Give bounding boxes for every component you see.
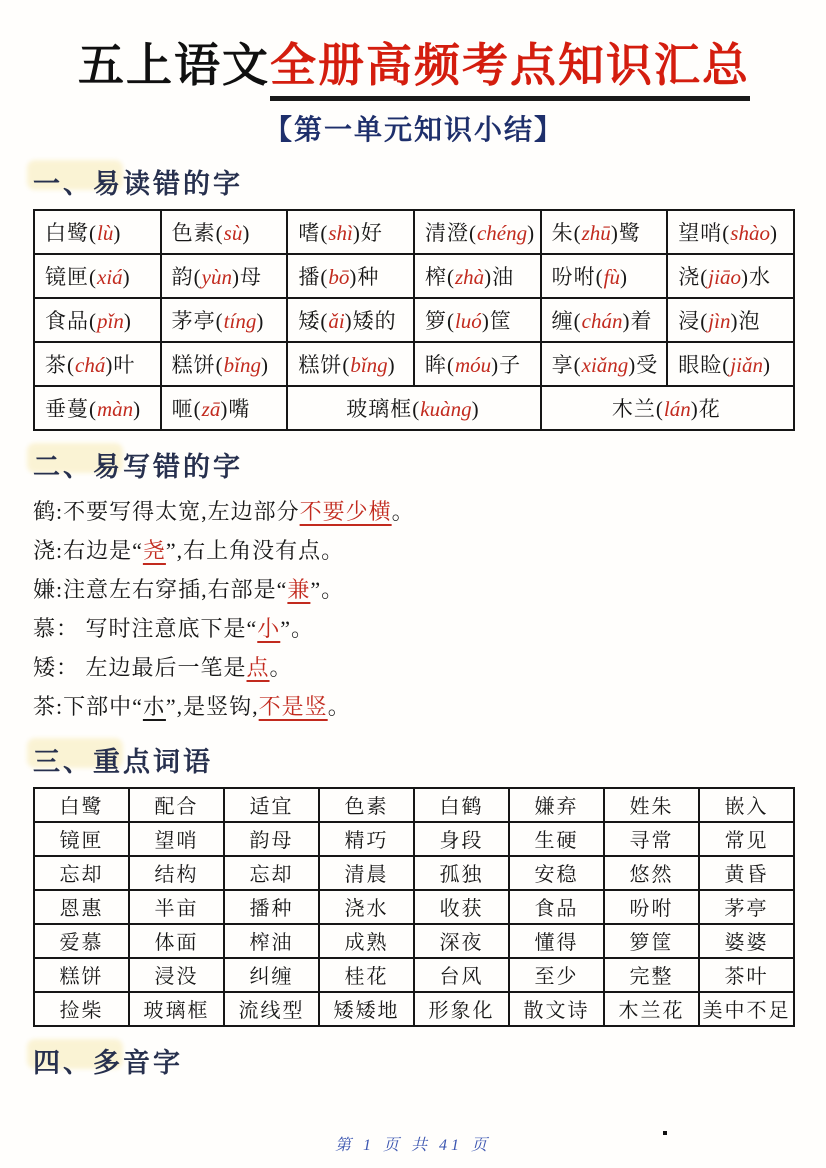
- hanzi-text: 着: [630, 308, 653, 333]
- paren: (: [573, 308, 582, 333]
- paren: (: [700, 264, 709, 289]
- paren: ): [352, 220, 361, 245]
- word-cell: 嵌入: [699, 788, 794, 822]
- word-cell: 孤独: [414, 856, 509, 890]
- hanzi-text: 榨: [424, 264, 447, 289]
- hanzi-text: 吩咐: [551, 264, 596, 289]
- word-cell: 箩筐: [604, 924, 699, 958]
- pinyin-text: bǐng: [223, 352, 261, 377]
- pinyin-cell: [34, 386, 161, 430]
- pinyin-table: [33, 209, 795, 431]
- pinyin-cell: [161, 342, 288, 386]
- paren: ): [256, 308, 265, 333]
- paren: (: [655, 396, 664, 421]
- pinyin-cell: [287, 386, 540, 430]
- pinyin-text: zhà: [454, 264, 485, 289]
- pinyin-text: chéng: [476, 220, 528, 245]
- table-row: [34, 386, 794, 430]
- paren: (: [342, 352, 351, 377]
- paren: (: [67, 352, 75, 377]
- hanzi-text: 浸: [678, 308, 701, 333]
- table-row: [34, 856, 794, 890]
- pinyin-cell: [541, 210, 668, 254]
- pinyin-text: shào: [730, 220, 770, 245]
- hanzi-text: 木兰: [611, 396, 656, 421]
- pinyin-cell: [541, 386, 794, 430]
- note-text: ”,是竖钩,: [165, 693, 259, 719]
- paren: (: [215, 308, 224, 333]
- note-line: [33, 687, 795, 726]
- word-cell: 至少: [509, 958, 604, 992]
- word-cell: 生硬: [509, 822, 604, 856]
- word-cell: 吩咐: [604, 890, 699, 924]
- hanzi-text: 镜匣: [45, 264, 89, 289]
- paren: (: [412, 396, 421, 421]
- word-cell: 姓朱: [604, 788, 699, 822]
- hanzi-text: 眼睑: [678, 352, 723, 377]
- word-cell: 流线型: [224, 992, 319, 1026]
- hanzi-text: 嗜: [298, 220, 321, 245]
- hanzi-text: 垂蔓: [45, 396, 89, 421]
- pinyin-text: jìn: [708, 308, 731, 333]
- table-row: [34, 342, 794, 386]
- paren: ): [730, 308, 739, 333]
- pinyin-cell: [667, 342, 794, 386]
- word-cell: 寻常: [604, 822, 699, 856]
- note-text: 鹤:不要写得太宽,左边部分: [33, 498, 300, 524]
- hanzi-text: 子: [499, 352, 522, 377]
- paren: ): [610, 220, 619, 245]
- hanzi-text: 咂: [171, 396, 194, 421]
- hanzi-text: 矮: [298, 308, 321, 333]
- pinyin-text: chán: [581, 308, 623, 333]
- hanzi-text: 茶: [45, 352, 67, 377]
- word-cell: 常见: [699, 822, 794, 856]
- paren: (: [595, 264, 604, 289]
- paren: ): [349, 264, 358, 289]
- hanzi-text: 受: [636, 352, 659, 377]
- pinyin-cell: [414, 298, 541, 342]
- word-cell: 配合: [129, 788, 224, 822]
- word-cell: 悠然: [604, 856, 699, 890]
- pinyin-cell: [287, 342, 414, 386]
- pinyin-cell: [34, 254, 161, 298]
- note-emphasis-text: 不是竖: [258, 693, 328, 719]
- pinyin-cell: [34, 298, 161, 342]
- pinyin-text: zhū: [581, 220, 611, 245]
- hanzi-text: 油: [492, 264, 515, 289]
- paren: ): [471, 396, 480, 421]
- paren: ): [481, 308, 490, 333]
- note-emphasis-text: 小: [257, 615, 281, 641]
- word-cell: 身段: [414, 822, 509, 856]
- paren: ): [113, 220, 122, 245]
- word-cell: 恩惠: [34, 890, 129, 924]
- word-cell: 忘却: [34, 856, 129, 890]
- hanzi-text: 箩: [424, 308, 447, 333]
- note-text: 。: [391, 498, 415, 524]
- table-row: [34, 788, 794, 822]
- note-emphasis-text: 点: [246, 654, 270, 680]
- hanzi-text: 叶: [113, 352, 136, 377]
- pinyin-text: yùn: [201, 264, 232, 289]
- hanzi-text: 白鹭: [45, 220, 89, 245]
- hanzi-text: 花: [698, 396, 721, 421]
- page-title: [33, 40, 795, 92]
- paren: (: [193, 396, 202, 421]
- pinyin-cell: [161, 298, 288, 342]
- paren: (: [446, 352, 455, 377]
- word-cell: 糕饼: [34, 958, 129, 992]
- word-cell: 木兰花: [604, 992, 699, 1026]
- hanzi-text: 缠: [551, 308, 574, 333]
- note-text: 慕： 写时注意底下是“: [33, 615, 258, 641]
- pinyin-cell: [541, 298, 668, 342]
- paren: (: [89, 308, 97, 333]
- pinyin-text: luó: [454, 308, 482, 333]
- note-text: ”,右上角没有点。: [165, 537, 345, 563]
- paren: (: [215, 220, 224, 245]
- pinyin-cell: [287, 210, 414, 254]
- word-cell: 茶叶: [699, 958, 794, 992]
- paren: (: [320, 308, 329, 333]
- pinyin-text: xiǎng: [581, 352, 629, 377]
- hanzi-text: 食品: [45, 308, 89, 333]
- pinyin-text: móu: [454, 352, 492, 377]
- word-cell: 榨油: [224, 924, 319, 958]
- writing-notes: [33, 492, 795, 726]
- word-cell: 白鹭: [34, 788, 129, 822]
- table-row: [34, 254, 794, 298]
- pinyin-text: jiǎn: [730, 352, 763, 377]
- hanzi-text: 筐: [489, 308, 512, 333]
- paren: ): [622, 308, 631, 333]
- section-heading-key-words: 三、重点词语: [33, 740, 795, 779]
- hanzi-text: 水: [748, 264, 771, 289]
- paren: ): [740, 264, 749, 289]
- words-table: [33, 787, 795, 1027]
- paren: ): [762, 352, 771, 377]
- pinyin-text: pǐn: [97, 308, 124, 333]
- note-text: ”。: [310, 576, 345, 602]
- paren: ): [387, 352, 396, 377]
- note-line: [33, 648, 795, 687]
- pinyin-text: ǎi: [328, 308, 345, 333]
- word-cell: 体面: [129, 924, 224, 958]
- word-cell: 黄昏: [699, 856, 794, 890]
- paren: (: [446, 308, 455, 333]
- word-cell: 散文诗: [509, 992, 604, 1026]
- pinyin-cell: [414, 254, 541, 298]
- hanzi-text: 泡: [738, 308, 761, 333]
- hanzi-text: 糕饼: [298, 352, 343, 377]
- word-cell: 茅亭: [699, 890, 794, 924]
- paren: (: [573, 352, 582, 377]
- paren: ): [491, 352, 500, 377]
- table-row: [34, 822, 794, 856]
- word-cell: 形象化: [414, 992, 509, 1026]
- note-text: 浇:右边是“: [33, 537, 143, 563]
- pinyin-text: xiá: [97, 264, 123, 289]
- pinyin-text: bǐng: [350, 352, 388, 377]
- paren: ): [261, 352, 269, 377]
- note-text: 。: [327, 693, 351, 719]
- hanzi-text: 韵: [171, 264, 194, 289]
- words-table-body: [34, 788, 794, 1026]
- paren: ): [105, 352, 114, 377]
- unit-subtitle: 【第一单元知识小结】: [263, 114, 564, 146]
- word-cell: 望哨: [129, 822, 224, 856]
- paren: (: [722, 352, 731, 377]
- hanzi-text: 母: [239, 264, 262, 289]
- pinyin-cell: [34, 342, 161, 386]
- note-line: [33, 609, 795, 648]
- section-heading-misread-chars: 一、易读错的字: [33, 162, 795, 201]
- pinyin-text: bō: [328, 264, 350, 289]
- pinyin-text: shì: [328, 220, 353, 245]
- word-cell: 爱慕: [34, 924, 129, 958]
- paren: ): [769, 220, 778, 245]
- word-cell: 精巧: [319, 822, 414, 856]
- pinyin-cell: [34, 210, 161, 254]
- hanzi-text: 清澄: [424, 220, 469, 245]
- word-cell: 收获: [414, 890, 509, 924]
- page-title-highlight: 全册高频考点知识汇总: [270, 40, 750, 101]
- hanzi-text: 鹭: [618, 220, 641, 245]
- note-text: 矮： 左边最后一笔是: [33, 654, 247, 680]
- table-row: [34, 992, 794, 1026]
- word-cell: 婆婆: [699, 924, 794, 958]
- word-cell: 台风: [414, 958, 509, 992]
- word-cell: 色素: [319, 788, 414, 822]
- word-cell: 食品: [509, 890, 604, 924]
- paren: ): [619, 264, 628, 289]
- pinyin-cell: [667, 254, 794, 298]
- hanzi-text: 播: [298, 264, 321, 289]
- word-cell: 韵母: [224, 822, 319, 856]
- word-cell: 深夜: [414, 924, 509, 958]
- paren: ): [242, 220, 251, 245]
- word-cell: 忘却: [224, 856, 319, 890]
- pinyin-text: fù: [603, 264, 620, 289]
- hanzi-text: 茅亭: [171, 308, 216, 333]
- pinyin-cell: [161, 386, 288, 430]
- word-cell: 半亩: [129, 890, 224, 924]
- hanzi-text: 浇: [678, 264, 701, 289]
- paren: ): [690, 396, 699, 421]
- note-text: 嫌:注意左右穿插,右部是“: [33, 576, 288, 602]
- paren: (: [89, 264, 97, 289]
- section-heading-polyphonic-chars: 四、多音字: [33, 1041, 795, 1080]
- word-cell: 玻璃框: [129, 992, 224, 1026]
- page-title-prefix: 五上语文: [78, 40, 270, 91]
- hanzi-text: 朱: [551, 220, 574, 245]
- paren: ): [133, 396, 142, 421]
- pinyin-text: tíng: [223, 308, 257, 333]
- word-cell: 安稳: [509, 856, 604, 890]
- word-cell: 播种: [224, 890, 319, 924]
- table-row: [34, 890, 794, 924]
- table-row: [34, 924, 794, 958]
- note-emphasis-text: 尧: [142, 537, 166, 563]
- pinyin-cell: [161, 210, 288, 254]
- pinyin-text: sù: [223, 220, 243, 245]
- hanzi-text: 望哨: [678, 220, 723, 245]
- paren: (: [320, 264, 329, 289]
- word-cell: 适宜: [224, 788, 319, 822]
- pinyin-cell: [161, 254, 288, 298]
- hanzi-text: 好: [360, 220, 383, 245]
- word-cell: 美中不足: [699, 992, 794, 1026]
- table-row: [34, 958, 794, 992]
- paren: (: [573, 220, 582, 245]
- word-cell: 懂得: [509, 924, 604, 958]
- paren: (: [89, 220, 97, 245]
- pinyin-cell: [541, 254, 668, 298]
- pinyin-text: lù: [97, 220, 114, 245]
- note-text: 朩: [142, 693, 166, 719]
- hanzi-text: 玻璃框: [346, 396, 413, 421]
- word-cell: 镜匣: [34, 822, 129, 856]
- pinyin-text: lán: [663, 396, 691, 421]
- pinyin-text: kuàng: [420, 396, 472, 421]
- word-cell: 矮矮地: [319, 992, 414, 1026]
- word-cell: 白鹤: [414, 788, 509, 822]
- pinyin-cell: [667, 298, 794, 342]
- word-cell: 纠缠: [224, 958, 319, 992]
- hanzi-text: 矮的: [352, 308, 397, 333]
- paren: (: [193, 264, 202, 289]
- word-cell: 结构: [129, 856, 224, 890]
- hanzi-text: 种: [357, 264, 380, 289]
- hanzi-text: 色素: [171, 220, 216, 245]
- note-emphasis-text: 不要少横: [299, 498, 392, 524]
- note-text: 。: [269, 654, 293, 680]
- paren: (: [468, 220, 477, 245]
- paren: ): [220, 396, 229, 421]
- paren: ): [122, 264, 131, 289]
- word-cell: 浇水: [319, 890, 414, 924]
- pinyin-text: chá: [75, 352, 106, 377]
- pinyin-cell: [287, 254, 414, 298]
- pinyin-cell: [541, 342, 668, 386]
- hanzi-text: 享: [551, 352, 574, 377]
- paren: (: [722, 220, 731, 245]
- note-line: [33, 570, 795, 609]
- note-text: 茶:下部中“: [33, 693, 143, 719]
- word-cell: 完整: [604, 958, 699, 992]
- table-row: [34, 298, 794, 342]
- pinyin-cell: [667, 210, 794, 254]
- paren: ): [527, 220, 536, 245]
- paren: ): [231, 264, 240, 289]
- word-cell: 嫌弃: [509, 788, 604, 822]
- pinyin-table-body: [34, 210, 794, 430]
- note-text: ”。: [280, 615, 315, 641]
- word-cell: 清晨: [319, 856, 414, 890]
- paren: ): [123, 308, 132, 333]
- word-cell: 成熟: [319, 924, 414, 958]
- pinyin-text: jiāo: [708, 264, 741, 289]
- word-cell: 捡柴: [34, 992, 129, 1026]
- note-line: [33, 531, 795, 570]
- word-cell: 浸没: [129, 958, 224, 992]
- paren: (: [89, 396, 97, 421]
- hanzi-text: 嘴: [228, 396, 251, 421]
- pinyin-text: zā: [201, 396, 221, 421]
- section-heading-miswritten-chars: 二、易写错的字: [33, 445, 795, 484]
- hanzi-text: 眸: [424, 352, 447, 377]
- table-row: [34, 210, 794, 254]
- pinyin-text: màn: [97, 396, 134, 421]
- paren: (: [446, 264, 455, 289]
- paren: (: [215, 352, 224, 377]
- paren: ): [484, 264, 493, 289]
- paren: (: [700, 308, 709, 333]
- pinyin-cell: [414, 210, 541, 254]
- pinyin-cell: [414, 342, 541, 386]
- word-cell: 桂花: [319, 958, 414, 992]
- note-emphasis-text: 兼: [287, 576, 311, 602]
- note-line: [33, 492, 795, 531]
- pinyin-cell: [287, 298, 414, 342]
- paren: (: [320, 220, 329, 245]
- paren: ): [344, 308, 353, 333]
- hanzi-text: 糕饼: [171, 352, 216, 377]
- paren: ): [628, 352, 637, 377]
- page-footer: 第 1 页 共 41 页: [334, 1137, 491, 1154]
